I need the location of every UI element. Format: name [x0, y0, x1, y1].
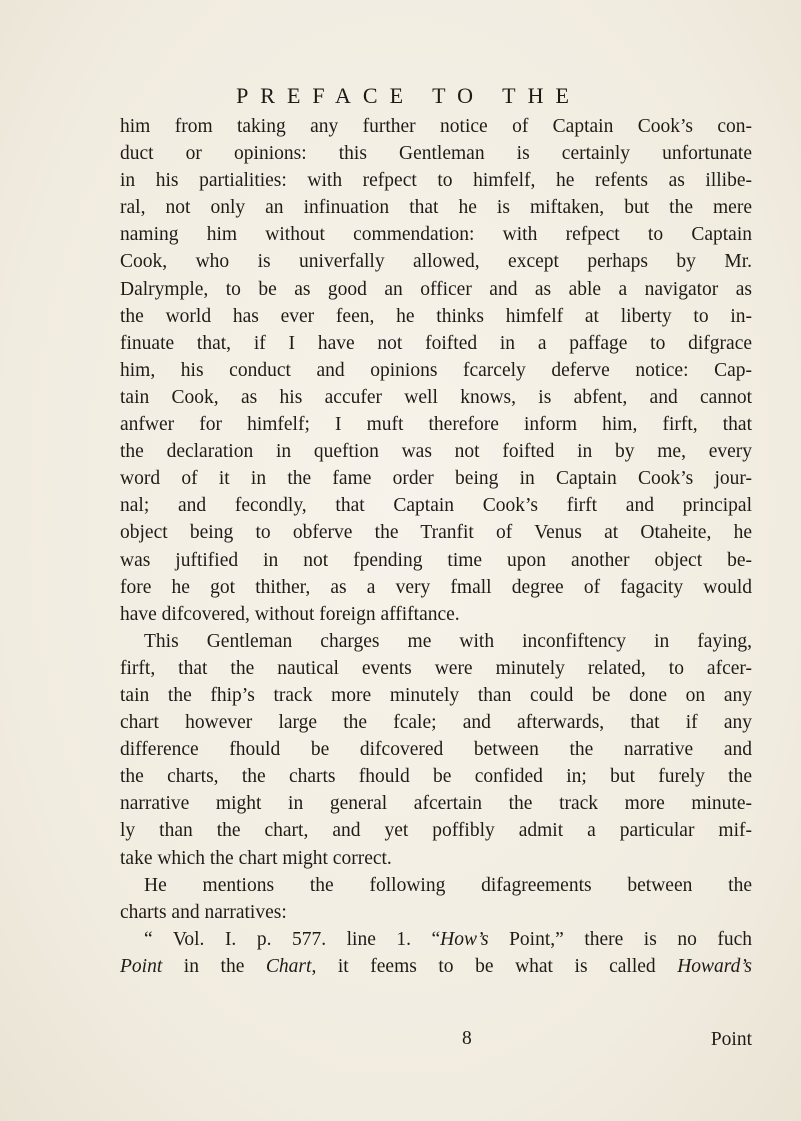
signature-mark: 8 [462, 1028, 472, 1049]
quote-text: in the [162, 955, 266, 977]
text-line: in his partialities: with refpect to himfelf, he refents as illibe- [120, 170, 752, 192]
page-footer [120, 1028, 752, 1056]
text-line: Dalrymple, to be as good an officer and as able a navigator as [120, 278, 752, 300]
text-line: naming him without commendation: with refpect to Captain [120, 224, 752, 246]
quote-text: “ Vol. I. p. 577. line 1. “ [144, 928, 441, 950]
text-line: the charts, the charts fhould be confided in; but furely the [120, 766, 752, 788]
paragraphs [120, 113, 752, 926]
text-line: ral, not only an infinuation that he is miftaken, but the mere [120, 197, 752, 219]
paragraph [120, 628, 752, 872]
text-line: chart however large the fcale; and afterwards, that if any [120, 712, 752, 734]
text-line: narrative might in general afcertain the track more minute- [120, 793, 752, 815]
text-line: take which the chart might correct. [120, 847, 392, 869]
text-line: He mentions the following difagreements between the [144, 874, 752, 896]
paragraph [120, 872, 752, 926]
text-line: duct or opinions: this Gentleman is certainly unfortunate [120, 143, 752, 165]
text-line: the declaration in queftion was not foifted in by me, every [120, 441, 752, 463]
text-line: tain Cook, as his accufer well knows, is abfent, and cannot [120, 386, 752, 408]
quote-italic: Chart [265, 955, 312, 977]
quote-line [120, 926, 752, 953]
text-line: difference fhould be difcovered between the narrative and [120, 739, 752, 761]
text-line: him, his conduct and opinions fcarcely deferve notice: Cap- [120, 359, 752, 381]
text-line: him from taking any further notice of Captain Cook’s con- [120, 116, 752, 137]
paragraph [120, 113, 752, 628]
quote-line [120, 953, 752, 980]
body-text [120, 113, 752, 980]
quote-block [120, 926, 752, 980]
text-line: nal; and fecondly, that Captain Cook’s firft and principal [120, 495, 752, 517]
text-line: firft, that the nautical events were minutely related, to afcer- [120, 657, 752, 679]
quote-italic: How’s [440, 928, 489, 950]
text-line: charts and narratives: [120, 901, 287, 923]
text-line: have difcovered, without foreign affiftance. [120, 603, 460, 625]
quote-italic: Point [120, 955, 163, 977]
text-line: ly than the chart, and yet poffibly admit a particular mif- [120, 820, 752, 842]
text-line: anfwer for himfelf; I muft therefore inform him, firft, that [120, 414, 752, 436]
quote-text: , it feems to be what is called [311, 955, 678, 977]
text-line: object being to obferve the Tranfit of Venus at Otaheite, he [120, 522, 752, 544]
text-line: tain the fhip’s track more minutely than could be done on any [120, 684, 752, 706]
text-line: was juftified in not fpending time upon another object be- [120, 549, 752, 571]
text-line: word of it in the fame order being in Captain Cook’s jour- [120, 468, 752, 490]
text-line: This Gentleman charges me with inconfiftency in faying, [144, 630, 752, 652]
text-line: Cook, who is univerfally allowed, except perhaps by Mr. [120, 251, 752, 273]
text-line: the world has ever feen, he thinks himfelf at liberty to in- [120, 305, 752, 327]
catchword: Point [710, 1029, 752, 1050]
running-head: PREFACE TO THE [236, 83, 581, 108]
quote-italic: Howard’s [677, 955, 752, 977]
quote-text: Point,” there is no fuch [488, 928, 752, 950]
text-line: fore he got thither, as a very fmall degree of fagacity would [120, 576, 752, 598]
text-line: finuate that, if I have not foifted in a paffage to difgrace [120, 332, 752, 354]
